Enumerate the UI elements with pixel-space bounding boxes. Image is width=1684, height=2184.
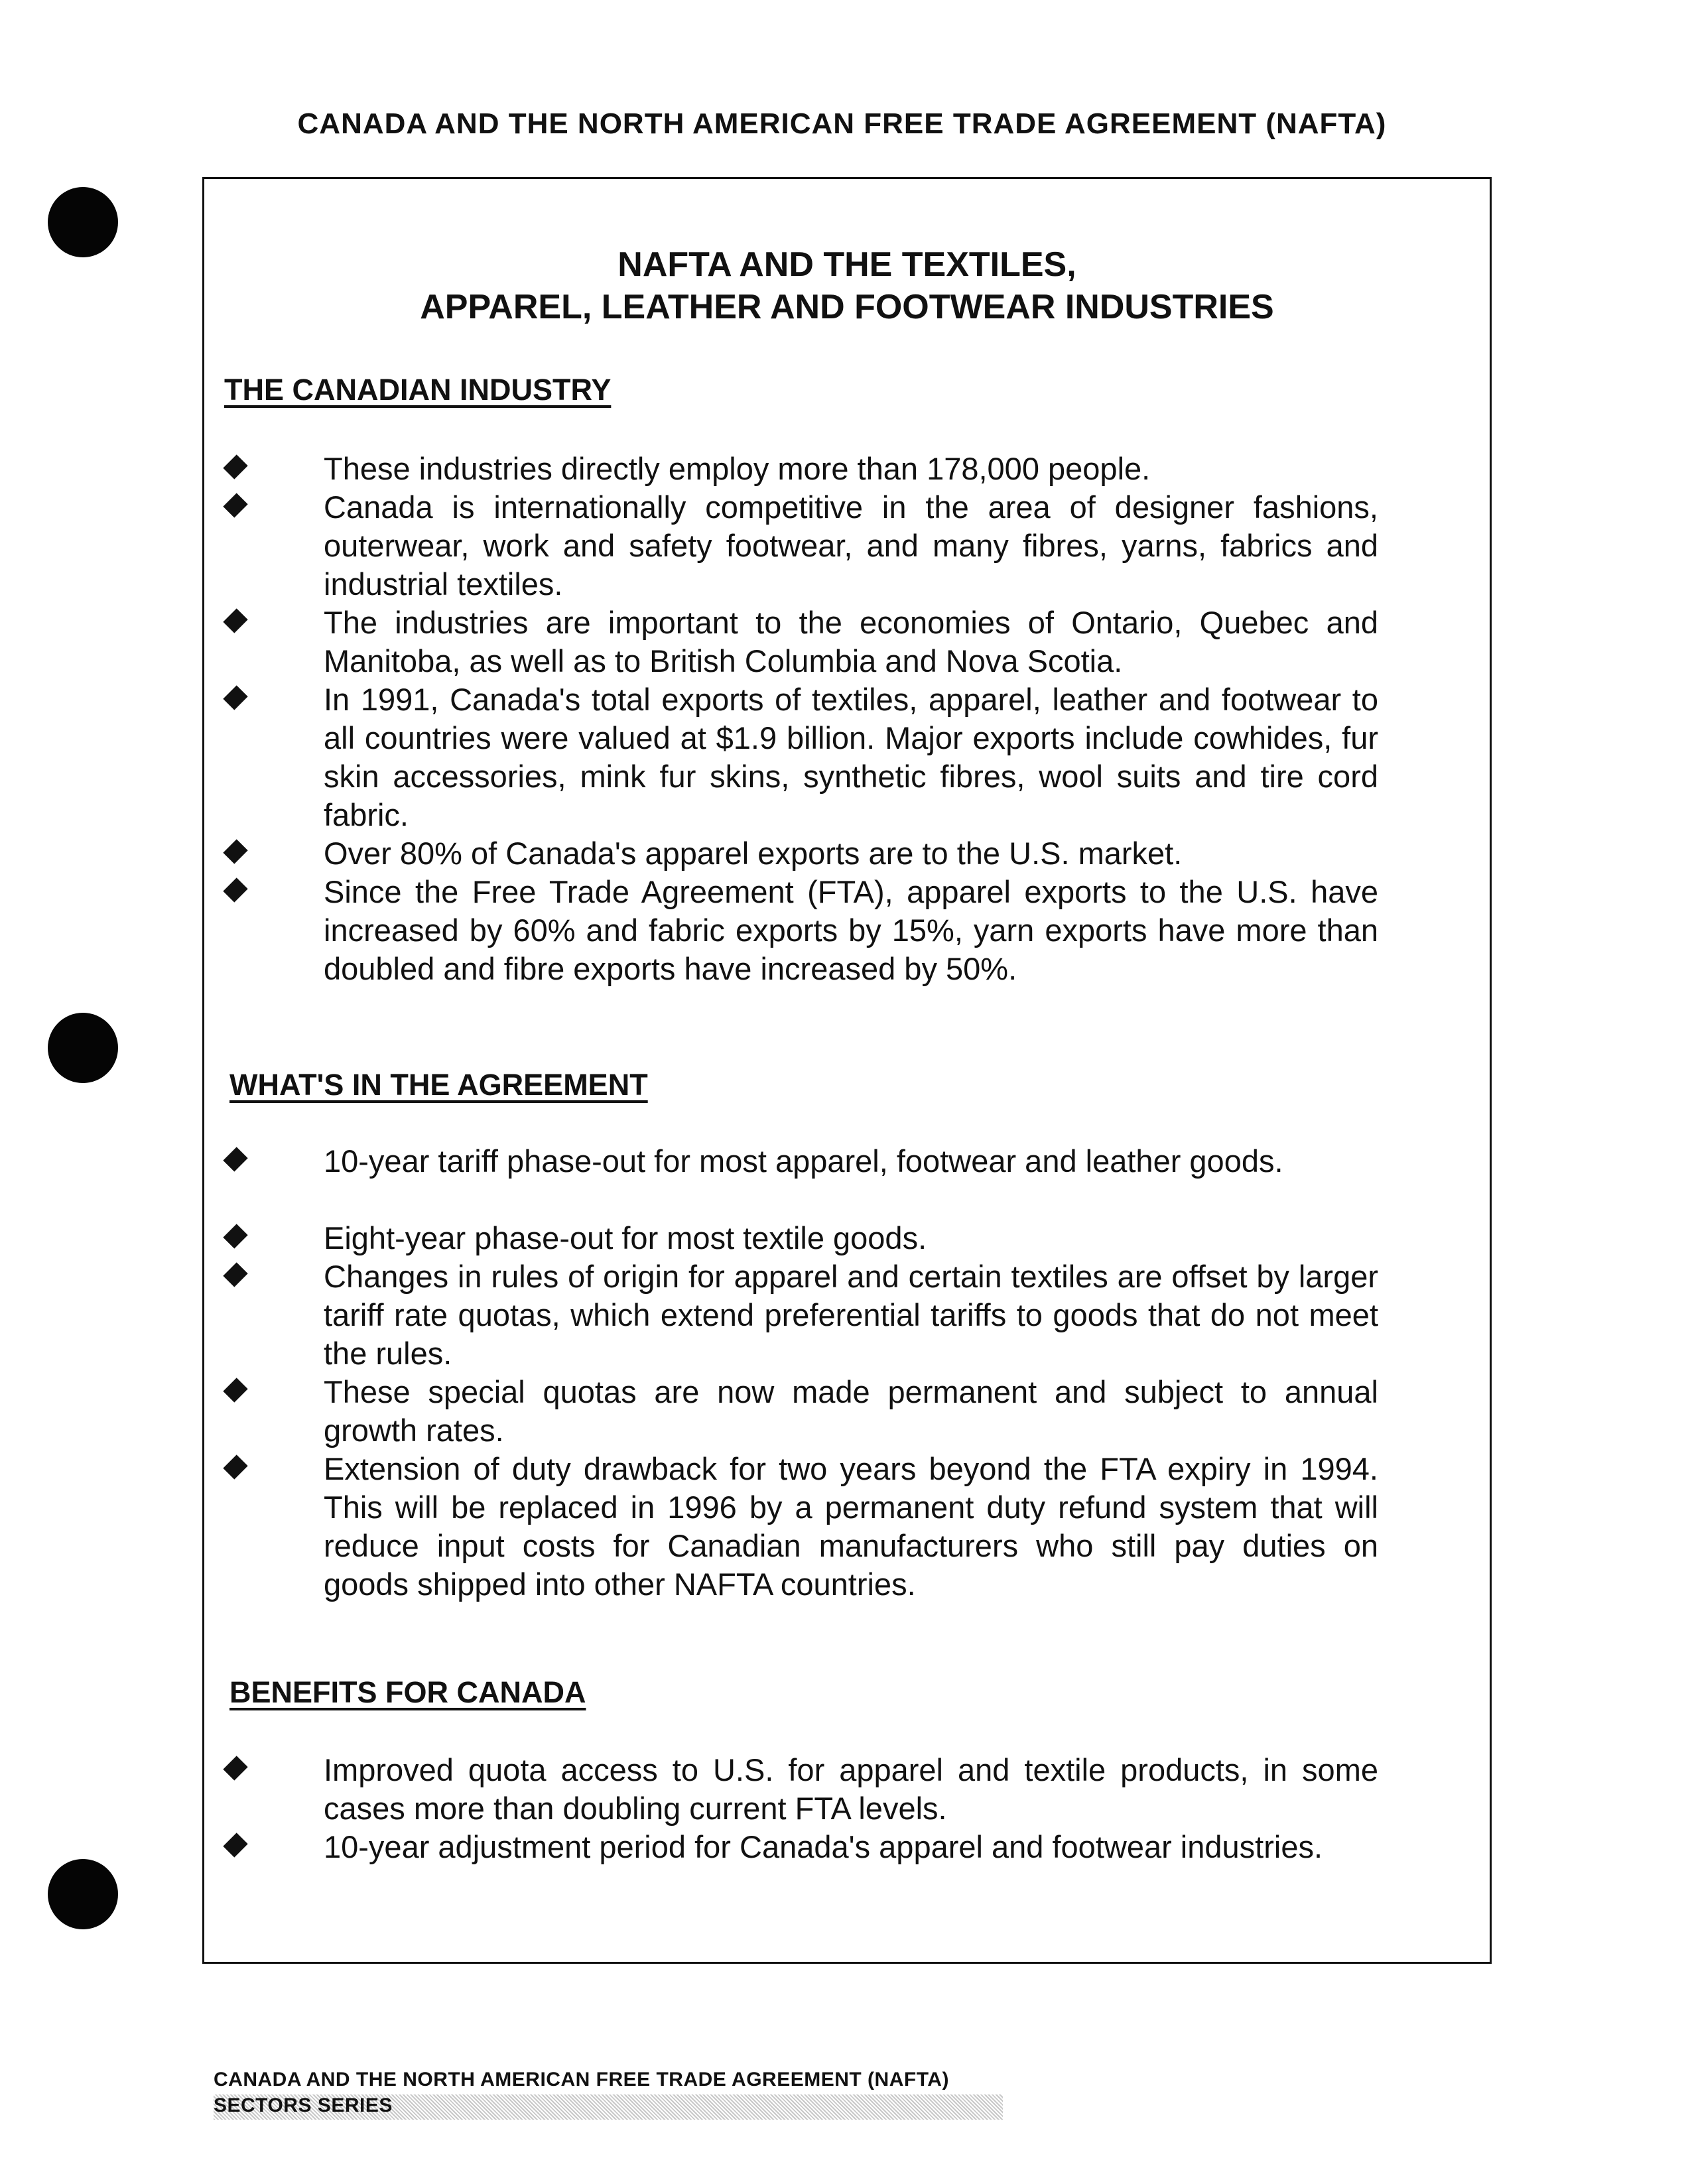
- footer-series-label: SECTORS SERIES: [214, 2094, 1003, 2120]
- list-item: The industries are important to the economies of Ontario, Quebec and Manitoba, as well as to British Columbia and Nova Scotia.: [324, 604, 1378, 680]
- diamond-bullet-icon: [223, 1832, 247, 1857]
- diamond-bullet-icon: [223, 1756, 247, 1780]
- list-item: Improved quota access to U.S. for apparel and textile products, in some cases more than doubling current FTA levels.: [324, 1751, 1378, 1828]
- list-item: 10-year tariff phase-out for most apparel, footwear and leather goods.: [324, 1142, 1378, 1181]
- diamond-bullet-icon: [223, 493, 247, 517]
- diamond-bullet-icon: [223, 608, 247, 633]
- list-item: Extension of duty drawback for two years beyond the FTA expiry in 1994. This will be replaced in 1996 by a permanent duty refund system that will reduce input costs for Canadian manufacturers who still pay duties on goods shipped into other NAFTA countries.: [324, 1450, 1378, 1604]
- diamond-bullet-icon: [223, 1262, 247, 1287]
- list-item: In 1991, Canada's total exports of textiles, apparel, leather and footwear to all countries were valued at $1.9 billion. Major exports include cowhides, fur skin accessories, mink fur skins, synthetic fibres, wool suits and tire cord fabric.: [324, 680, 1378, 834]
- diamond-bullet-icon: [223, 1147, 247, 1171]
- document-title-line1: NAFTA AND THE TEXTILES,: [617, 245, 1076, 284]
- section-heading-whats-in-agreement: WHAT'S IN THE AGREEMENT: [229, 1068, 648, 1102]
- list-item: 10-year adjustment period for Canada's apparel and footwear industries.: [324, 1828, 1378, 1866]
- list-item: Since the Free Trade Agreement (FTA), apparel exports to the U.S. have increased by 60% and fabric exports by 15%, yarn exports have more than doubled and fibre exports have increased by 50%.: [324, 873, 1378, 988]
- diamond-bullet-icon: [223, 1454, 247, 1479]
- diamond-bullet-icon: [223, 877, 247, 902]
- list-item: Changes in rules of origin for apparel and certain textiles are offset by larger tariff rate quotas, which extend preferential tariffs to goods that do not meet the rules.: [324, 1257, 1378, 1373]
- punch-hole-middle: [48, 1013, 118, 1083]
- list-item: Over 80% of Canada's apparel exports are to the U.S. market.: [324, 834, 1378, 873]
- diamond-bullet-icon: [223, 685, 247, 710]
- footer-title: CANADA AND THE NORTH AMERICAN FREE TRADE AGREEMENT (NAFTA): [214, 2069, 949, 2090]
- diamond-bullet-icon: [223, 454, 247, 479]
- diamond-bullet-icon: [223, 839, 247, 864]
- diamond-bullet-icon: [223, 1378, 247, 1402]
- document-title-line2: APPAREL, LEATHER AND FOOTWEAR INDUSTRIES: [420, 288, 1274, 326]
- page-header: CANADA AND THE NORTH AMERICAN FREE TRADE AGREEMENT (NAFTA): [297, 107, 1387, 140]
- content-box: [202, 177, 1492, 1964]
- section-heading-canadian-industry: THE CANADIAN INDUSTRY: [224, 373, 612, 407]
- punch-hole-top: [48, 187, 118, 257]
- section-heading-benefits-for-canada: BENEFITS FOR CANADA: [229, 1675, 586, 1709]
- list-item: Canada is internationally competitive in the area of designer fashions, outerwear, work and safety footwear, and many fibres, yarns, fabrics and industrial textiles.: [324, 488, 1378, 604]
- punch-hole-bottom: [48, 1859, 118, 1929]
- list-item: These special quotas are now made permanent and subject to annual growth rates.: [324, 1373, 1378, 1450]
- diamond-bullet-icon: [223, 1224, 247, 1248]
- list-item: Eight-year phase-out for most textile goods.: [324, 1219, 1378, 1257]
- list-item: These industries directly employ more than 178,000 people.: [324, 450, 1378, 488]
